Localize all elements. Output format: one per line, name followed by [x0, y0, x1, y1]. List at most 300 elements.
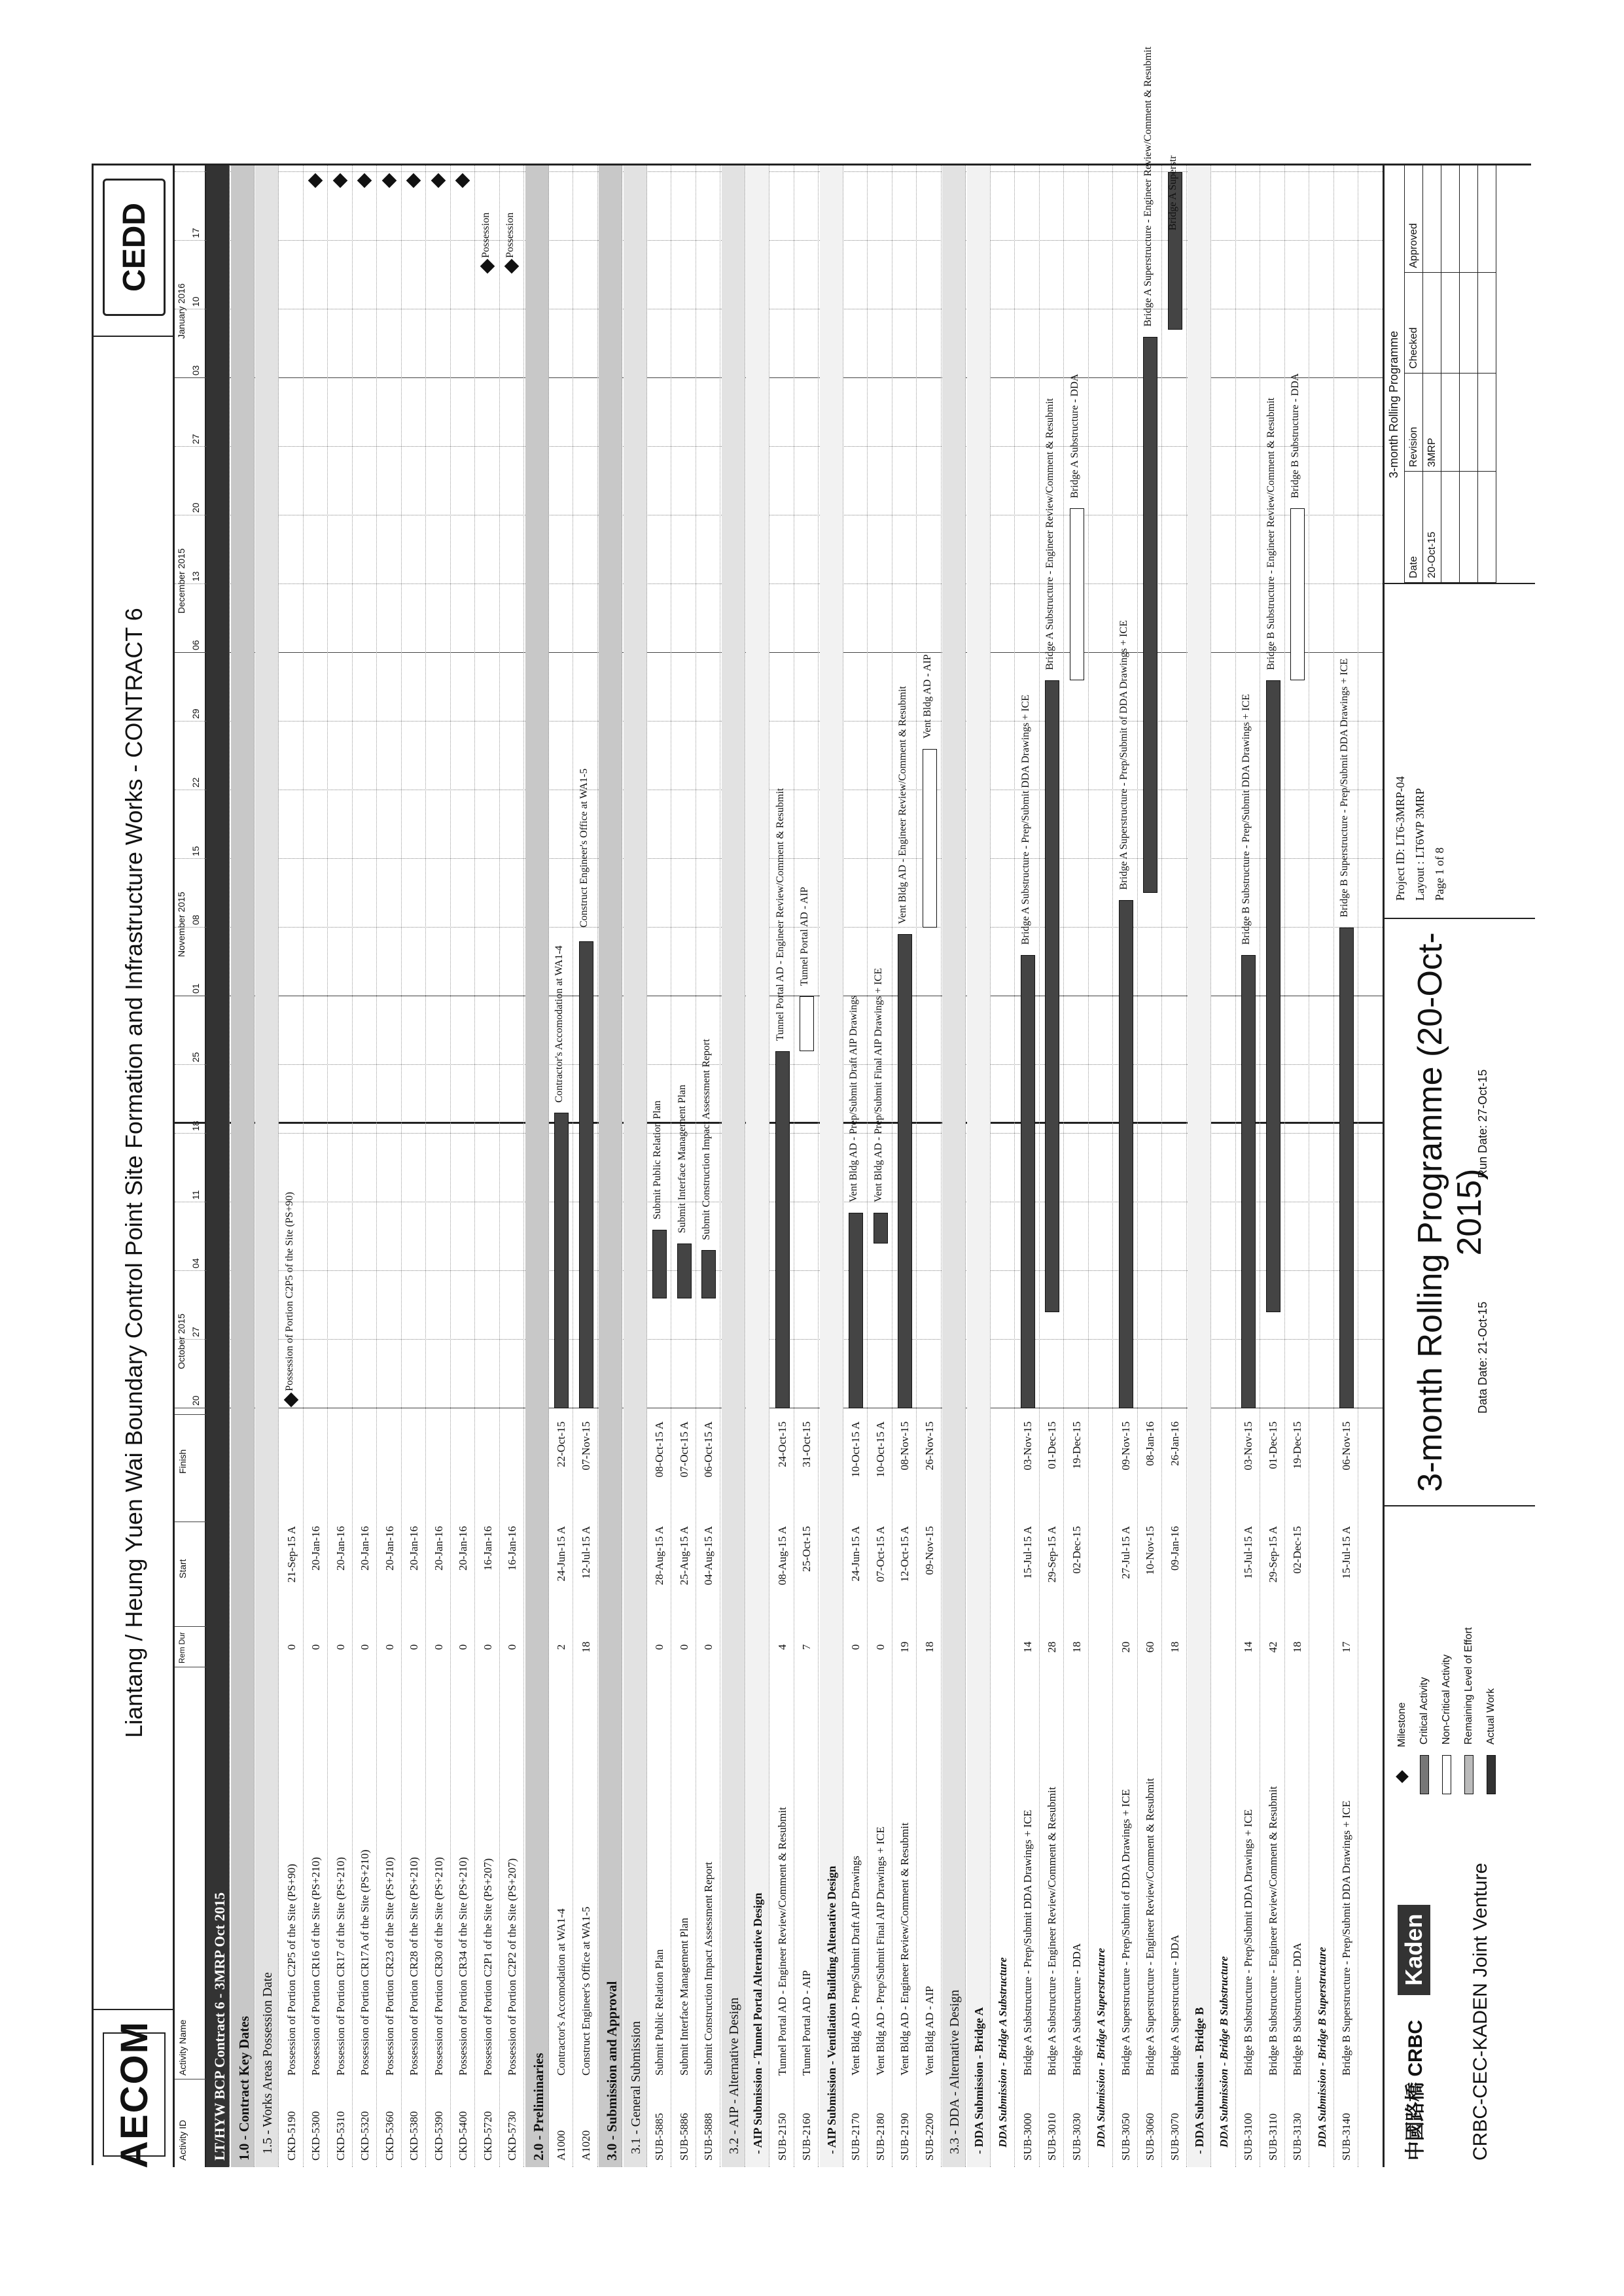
gantt-bar-label: Construct Engineer's Office at WA1-5: [578, 768, 590, 928]
wbs-name: DDA Submission - Bridge B Substructure: [1217, 1956, 1230, 2148]
start-date: 24-Jun-15 A: [555, 1526, 567, 1582]
activity-id: A1000: [555, 2130, 567, 2161]
rem-dur: 28: [1046, 1641, 1058, 1653]
wbs-group-row: [991, 165, 1015, 2167]
page-number: Page 1 of 8: [1433, 847, 1446, 901]
activity-id: SUB-2190: [898, 2113, 911, 2161]
activity-name: Tunnel Portal AD - AIP: [800, 1970, 813, 2076]
week-label: 29: [190, 708, 201, 719]
wbs-group-row: [967, 165, 991, 2167]
rev-date: 20-Oct-15: [1423, 471, 1441, 582]
finish-date: 08-Nov-15: [898, 1421, 911, 1470]
start-date: 20-Jan-16: [334, 1526, 347, 1571]
start-date: 16-Jan-16: [481, 1526, 494, 1571]
start-date: 07-Oct-15 A: [874, 1526, 887, 1582]
legend-label: Milestone: [1396, 1702, 1407, 1747]
gantt-bar-label: Possession: [480, 212, 491, 258]
rem-dur: 0: [383, 1644, 396, 1650]
activity-id: CKD-5320: [359, 2111, 371, 2161]
rev-empty: [1441, 373, 1460, 471]
rem-dur: 0: [874, 1644, 887, 1650]
gantt-bar: [1290, 509, 1305, 681]
sheet-header: [94, 165, 175, 2167]
activity-row: [427, 165, 451, 2167]
activity-id: CKD-5360: [383, 2111, 396, 2161]
col-separator: [175, 1626, 206, 1627]
activity-name: Bridge A Substructure - DDA: [1070, 1943, 1083, 2076]
finish-date: 08-Jan-16: [1144, 1421, 1156, 1466]
gantt-bar: [579, 941, 593, 1408]
wbs-group-row: [525, 165, 549, 2167]
start-date: 20-Jan-16: [383, 1526, 396, 1571]
legend-label: Remaining Level of Effort: [1463, 1627, 1474, 1745]
start-date: 29-Sep-15 A: [1046, 1526, 1058, 1583]
rem-dur: 0: [481, 1644, 494, 1650]
activity-name: Vent Bldg AD - AIP: [923, 1986, 936, 2076]
finish-date: 07-Nov-15: [579, 1421, 592, 1470]
start-date: 20-Jan-16: [359, 1526, 371, 1571]
col-activity-name: Activity Name: [177, 2019, 188, 2076]
start-date: 15-Jul-15 A: [1340, 1526, 1352, 1579]
gantt-bar-label: Bridge B Substructure - Engineer Review/Comment & Resubmit: [1265, 397, 1277, 670]
project-id: Project ID: LT6-3MRP-04: [1394, 776, 1407, 901]
rev-col-revision: Revision: [1405, 373, 1423, 471]
finish-date: 10-Oct-15 A: [849, 1421, 862, 1478]
legend-noncritical: [1441, 1654, 1453, 1794]
rem-dur: 0: [432, 1644, 445, 1650]
activity-name: Possession of Portion CR16 of the Site (PS+210): [309, 1856, 322, 2076]
wbs-name: 2.0 - Preliminaries: [530, 2053, 546, 2161]
activity-id: SUB-3070: [1168, 2113, 1181, 2161]
activity-name: Bridge B Substructure - Engineer Review/Comment & Resubmit: [1266, 1786, 1279, 2076]
wbs-name: DDA Submission - Bridge A Substructure: [997, 1957, 1009, 2148]
activity-name: Bridge A Superstructure - Engineer Review/Comment & Resubmit: [1144, 1778, 1156, 2076]
start-date: 24-Jun-15 A: [849, 1526, 862, 1582]
gantt-bar: [554, 1113, 569, 1409]
activity-name: Possession of Portion C2P5 of the Site (PS+90): [285, 1864, 298, 2076]
activity-name: Bridge A Superstructure - DDA: [1168, 1934, 1181, 2076]
rem-dur: 60: [1144, 1641, 1156, 1653]
rev-empty: [1460, 272, 1478, 373]
activity-name: Contractor's Accomodation at WA1-4: [555, 1908, 567, 2076]
activity-name: Submit Construction Impact Assessment Report: [702, 1862, 715, 2076]
activity-id: SUB-2200: [923, 2113, 936, 2161]
wbs-group-row: [255, 165, 279, 2167]
activity-name: Submit Interface Management Plan: [677, 1917, 690, 2076]
legend-critical: [1419, 1677, 1430, 1794]
activity-id: CKD-5730: [506, 2111, 518, 2161]
activity-name: Submit Public Relation Plan: [653, 1949, 665, 2076]
activity-row: [329, 165, 353, 2167]
activity-row: [1237, 165, 1260, 2167]
jv-logos: [1398, 1905, 1430, 2161]
start-date: 27-Jul-15 A: [1119, 1526, 1132, 1579]
month-label: January 2016: [176, 283, 186, 339]
wbs-group-row: [746, 165, 769, 2167]
gantt-bar-label: Bridge A Substructure - Engineer Review/Comment & Resubmit: [1044, 398, 1055, 670]
activity-name: Possession of Portion CR34 of the Site (PS+210): [457, 1856, 469, 2076]
activity-id: SUB-3010: [1046, 2113, 1058, 2161]
rem-dur: 4: [775, 1644, 788, 1650]
gantt-bar-label: Bridge B Substructure - Prep/Submit DDA Drawings + ICE: [1241, 694, 1252, 945]
rem-dur: 0: [408, 1644, 420, 1650]
week-label: 20: [190, 1395, 201, 1406]
milestone-diamond-icon: [504, 259, 520, 274]
gantt-bar-label: Bridge A Substructure - DDA: [1068, 374, 1080, 498]
activity-row: [1139, 46, 1162, 2167]
activity-row: [451, 165, 475, 2167]
activity-name: Possession of Portion CR17A of the Site (PS+210): [359, 1849, 371, 2076]
week-label: 11: [190, 1190, 201, 1200]
gantt-bar: [1070, 509, 1084, 681]
rem-dur: 0: [849, 1644, 862, 1650]
finish-date: 07-Oct-15 A: [677, 1421, 690, 1478]
wbs-group-row: [206, 165, 230, 2167]
programme-title-block: [1385, 918, 1535, 1506]
rev-empty: [1460, 471, 1478, 582]
activity-name: Possession of Portion CR17 of the Site (PS+210): [334, 1856, 347, 2076]
finish-date: 19-Dec-15: [1291, 1421, 1303, 1469]
start-date: 20-Jan-16: [432, 1526, 445, 1571]
activity-row: [1114, 165, 1138, 2167]
week-label: 18: [190, 1121, 201, 1131]
start-date: 29-Sep-15 A: [1266, 1526, 1279, 1583]
gantt-bar-label: Vent Bldg AD - AIP: [921, 654, 933, 739]
wbs-group-row: [1212, 165, 1236, 2167]
activity-id: SUB-3050: [1119, 2113, 1132, 2161]
wbs-name: 3.0 - Submission and Approval: [604, 1981, 620, 2161]
rem-dur: 2: [555, 1644, 567, 1650]
activity-row: [648, 165, 671, 2167]
rev-empty: [1460, 165, 1478, 273]
rev-revision: 3MRP: [1423, 373, 1441, 471]
rev-empty: [1460, 373, 1478, 471]
gantt-bar: [652, 1230, 667, 1298]
start-date: 20-Jan-16: [309, 1526, 322, 1571]
month-label: October 2015: [176, 1313, 186, 1369]
rem-dur: 17: [1340, 1641, 1352, 1653]
activity-name: Bridge B Substructure - Prep/Submit DDA Drawings + ICE: [1242, 1809, 1254, 2076]
wbs-name: 3.3 - DDA - Alternative Design: [947, 1989, 962, 2154]
week-label: 04: [190, 1258, 201, 1268]
activity-row: [1286, 165, 1309, 2167]
gantt-bar: [1266, 680, 1280, 1312]
rem-dur: 18: [1291, 1641, 1303, 1653]
start-date: 12-Oct-15 A: [898, 1526, 911, 1582]
gantt-bar-label: Bridge B Substructure - DDA: [1290, 373, 1301, 498]
col-finish: Finish: [177, 1449, 188, 1474]
data-date: Data Date: 21-Oct-15: [1476, 1301, 1489, 1414]
rem-dur: 18: [1168, 1641, 1181, 1653]
legend-actual: [1485, 1688, 1497, 1794]
week-label: 25: [190, 1052, 201, 1062]
rem-dur: 0: [457, 1644, 469, 1650]
finish-date: 01-Dec-15: [1266, 1421, 1279, 1469]
wbs-name: - DDA Submission - Bridge B: [1193, 2007, 1206, 2154]
finish-date: 24-Oct-15: [775, 1421, 788, 1467]
activity-row: [280, 165, 304, 2167]
gantt-bar-label: Possession: [504, 212, 516, 258]
activity-name: Possession of Portion CR23 of the Site (PS+210): [383, 1856, 396, 2076]
milestone-diamond-icon: [406, 173, 421, 188]
week-label: 20: [190, 502, 201, 513]
landscape-sheet: [94, 46, 1533, 2168]
activity-name: Possession of Portion CR30 of the Site (PS+210): [432, 1856, 445, 2076]
week-label: 10: [190, 296, 201, 307]
start-date: 20-Jan-16: [457, 1526, 469, 1571]
activity-id: CKD-5400: [457, 2111, 469, 2161]
start-date: 04-Aug-15 A: [702, 1526, 715, 1586]
revision-table: [1404, 164, 1496, 583]
gantt-bar-label: Possession of Portion C2P5 of the Site (PS+90): [283, 1192, 295, 1391]
week-label: 01: [190, 983, 201, 994]
gantt-bar-label: Bridge A Superstr: [1167, 155, 1178, 231]
rev-col-approved: Approved: [1405, 165, 1423, 273]
gantt-bar-label: Submit Interface Management Plan: [676, 1085, 688, 1234]
wbs-group-row: [1188, 165, 1211, 2167]
gantt-bar-label: Bridge A Superstructure - Engineer Review/Comment & Resubmit: [1142, 46, 1154, 327]
start-date: 02-Dec-15: [1291, 1526, 1303, 1574]
milestone-diamond-icon: [381, 173, 397, 188]
activity-row: [918, 165, 942, 2167]
week-label: 17: [190, 228, 201, 238]
rev-empty: [1478, 272, 1496, 373]
sheet-footer: [1383, 165, 1533, 2167]
col-activity-id: Activity ID: [177, 2119, 188, 2161]
rev-empty: [1478, 373, 1496, 471]
activity-row: [1262, 165, 1285, 2167]
col-rem-dur: Rem Dur: [177, 1631, 186, 1663]
rem-dur: 0: [359, 1644, 371, 1650]
gantt-bar: [1119, 900, 1133, 1408]
activity-row: [378, 165, 402, 2167]
activity-name: Possession of Portion CR28 of the Site (PS+210): [408, 1856, 420, 2076]
milestone-diamond-icon: [308, 173, 323, 188]
activity-name: Construct Engineer's Office at WA1-5: [579, 1906, 592, 2076]
kaden-logo: Kaden: [1398, 1905, 1430, 1995]
activity-name: Vent Bldg AD - Prep/Submit Draft AIP Drawings: [849, 1855, 862, 2076]
activity-name: Possession of Portion C2P2 of the Site (PS+207): [506, 1858, 518, 2076]
activity-row: [1163, 155, 1187, 2167]
activity-row: [353, 165, 377, 2167]
start-date: 02-Dec-15: [1070, 1526, 1083, 1574]
start-date: 08-Aug-15 A: [775, 1526, 788, 1586]
finish-date: 06-Nov-15: [1340, 1421, 1352, 1470]
gantt-bar-label: Vent Bldg AD - Prep/Submit Draft AIP Drawings: [848, 995, 859, 1202]
col-start: Start: [177, 1559, 188, 1578]
gantt-bar-label: Bridge A Superstructure - Prep/Submit of DDA Drawings + ICE: [1118, 620, 1129, 890]
gantt-bar-label: Tunnel Portal AD - AIP: [799, 886, 810, 986]
rem-dur: 7: [800, 1644, 813, 1650]
legend: [1391, 1513, 1528, 1801]
legend-label: Non-Critical Activity: [1441, 1654, 1452, 1745]
finish-date: 26-Jan-16: [1168, 1421, 1181, 1466]
start-date: 09-Nov-15: [923, 1526, 936, 1575]
rem-dur: 0: [309, 1644, 322, 1650]
run-date: Run Date: 27-Oct-15: [1476, 1069, 1489, 1178]
activity-id: CKD-5720: [481, 2111, 494, 2161]
aecom-logo: AECOM: [103, 2032, 166, 2157]
gantt-bar-label: Submit Public Relation Plan: [652, 1100, 663, 1220]
rem-dur: 19: [898, 1641, 911, 1653]
gantt-bar: [800, 996, 814, 1051]
activity-id: SUB-3060: [1144, 2113, 1156, 2161]
gantt-bar-label: Submit Construction Impact Assessment Report: [701, 1039, 712, 1240]
rev-empty: [1441, 471, 1460, 582]
activity-row: [1040, 165, 1064, 2167]
activity-id: A1020: [579, 2130, 592, 2161]
activity-name: Bridge A Superstructure - Prep/Submit of DDA Drawings + ICE: [1119, 1789, 1132, 2076]
rev-empty: [1441, 272, 1460, 373]
wbs-name: - AIP Submission - Ventilation Building Altenative Design: [824, 1866, 838, 2154]
activity-id: CKD-5390: [432, 2111, 445, 2161]
page-frame: [92, 46, 1531, 2168]
jv-block: [1391, 1814, 1528, 2161]
wbs-group-row: [624, 165, 647, 2167]
start-date: 21-Sep-15 A: [285, 1526, 298, 1583]
activity-id: SUB-5886: [677, 2113, 690, 2161]
milestone-diamond-icon: [332, 173, 347, 188]
activity-id: CKD-5300: [309, 2111, 322, 2161]
rev-checked: [1423, 272, 1441, 373]
gantt-bar: [775, 1051, 790, 1408]
activity-row: [1335, 165, 1358, 2167]
programme-title: 3-month Rolling Programme (20-Oct-2015): [1411, 932, 1489, 1492]
noncritical-swatch: [1442, 1755, 1451, 1794]
start-date: 15-Jul-15 A: [1021, 1526, 1034, 1579]
finish-date: 10-Oct-15 A: [874, 1421, 887, 1478]
gantt-bar: [1021, 955, 1035, 1408]
wbs-group-row: [1311, 165, 1334, 2167]
legend-remaining-loe: [1463, 1627, 1475, 1794]
wbs-group-row: [231, 165, 255, 2167]
project-title: Liantang / Heung Yuen Wai Boundary Control Point Site Formation and Infrastructure Works - CONTRACT 6: [94, 336, 175, 2010]
finish-date: 03-Nov-15: [1021, 1421, 1034, 1470]
activity-id: SUB-3000: [1021, 2113, 1034, 2161]
rem-dur: 42: [1266, 1641, 1279, 1653]
activity-id: SUB-2170: [849, 2113, 862, 2161]
start-date: 28-Aug-15 A: [653, 1526, 665, 1586]
week-label: 27: [190, 1327, 201, 1337]
wbs-name: 3.2 - AIP - Alternative Design: [726, 1997, 741, 2154]
gantt-bar-label: Contractor's Accomodation at WA1-4: [554, 945, 565, 1103]
gantt-bar: [898, 935, 912, 1409]
finish-date: 26-Nov-15: [923, 1421, 936, 1470]
activity-row: [673, 165, 696, 2167]
activity-name: Possession of Portion C2P1 of the Site (PS+207): [481, 1858, 494, 2076]
start-date: 20-Jan-16: [408, 1526, 420, 1571]
activity-id: CKD-5380: [408, 2111, 420, 2161]
activity-name: Bridge B Substructure - DDA: [1291, 1942, 1303, 2076]
wbs-group-row: [599, 165, 622, 2167]
activity-id: SUB-2150: [775, 2113, 788, 2161]
activity-name: Vent Bldg AD - Engineer Review/Comment & Resubmit: [898, 1822, 911, 2076]
start-date: 25-Aug-15 A: [677, 1526, 690, 1586]
week-label: 27: [190, 434, 201, 444]
gantt-bar: [923, 749, 937, 928]
rem-dur: 0: [285, 1644, 298, 1650]
milestone-diamond-icon: [1396, 1770, 1409, 1783]
activity-row: [402, 165, 426, 2167]
activity-row: [697, 165, 720, 2167]
activity-id: SUB-3140: [1340, 2113, 1352, 2161]
finish-date: 08-Oct-15 A: [653, 1421, 665, 1478]
wbs-name: 3.1 - General Submission: [628, 2021, 643, 2154]
rem-dur: 0: [677, 1644, 690, 1650]
activity-id: SUB-5885: [653, 2113, 665, 2161]
actual-swatch: [1487, 1755, 1496, 1794]
gantt-bar: [1339, 928, 1354, 1408]
finish-date: 22-Oct-15: [555, 1421, 567, 1467]
rem-dur: 0: [702, 1644, 715, 1650]
week-label: 15: [190, 846, 201, 856]
gantt-bar: [1241, 955, 1256, 1408]
wbs-group-row: [942, 165, 966, 2167]
wbs-group-row: [820, 165, 843, 2167]
rem-dur: 0: [334, 1644, 347, 1650]
start-date: 15-Jul-15 A: [1242, 1526, 1254, 1579]
gantt-bar: [701, 1251, 716, 1299]
start-date: 25-Oct-15: [800, 1526, 813, 1572]
activity-row: [771, 165, 794, 2167]
crbc-logo: 中國路橋 CRBC: [1405, 2020, 1426, 2161]
wbs-group-row: [1089, 165, 1113, 2167]
column-header: [175, 165, 206, 2167]
rem-dur: 18: [923, 1641, 936, 1653]
revision-title: 3-month Rolling Programme: [1387, 330, 1400, 478]
finish-date: 09-Nov-15: [1119, 1421, 1132, 1470]
activity-id: SUB-3100: [1242, 2113, 1254, 2161]
gantt-bar: [1045, 680, 1059, 1312]
activity-name: Vent Bldg AD - Prep/Submit Final AIP Drawings + ICE: [874, 1826, 887, 2076]
activity-id: CKD-5190: [285, 2111, 298, 2161]
week-label: 08: [190, 914, 201, 925]
wbs-name: DDA Submission - Bridge A Superstructure: [1095, 1948, 1107, 2148]
rev-empty: [1441, 165, 1460, 273]
activity-row: [869, 165, 892, 2167]
wbs-group-row: [722, 165, 745, 2167]
rev-empty: [1478, 165, 1496, 273]
activity-id: SUB-2160: [800, 2113, 813, 2161]
wbs-name: - AIP Submission - Tunnel Portal Alternative Design: [751, 1892, 764, 2154]
jv-name: CRBC-CEC-KADEN Joint Venture: [1470, 1862, 1491, 2161]
rem-dur: 0: [506, 1644, 518, 1650]
milestone-diamond-icon: [480, 259, 495, 274]
activity-name: Tunnel Portal AD - Engineer Review/Comment & Resubmit: [775, 1807, 788, 2076]
finish-date: 19-Dec-15: [1070, 1421, 1083, 1469]
rev-col-checked: Checked: [1405, 272, 1423, 373]
legend-milestone: [1396, 1703, 1408, 1794]
start-date: 16-Jan-16: [506, 1526, 518, 1571]
activity-row: [550, 165, 573, 2167]
week-label: 06: [190, 640, 201, 650]
layout-name: Layout : LT6WP 3MRP: [1413, 788, 1426, 901]
activity-row: [304, 165, 328, 2167]
rev-col-date: Date: [1405, 471, 1423, 582]
activity-row: [893, 165, 917, 2167]
activity-id: SUB-5888: [702, 2113, 715, 2161]
activity-row: [501, 165, 524, 2167]
gantt-bar-label: Tunnel Portal AD - Engineer Review/Comment & Resubmit: [774, 788, 786, 1041]
activity-row: [476, 165, 500, 2167]
gantt-bar: [1143, 337, 1157, 894]
rem-dur: 14: [1242, 1641, 1254, 1653]
critical-swatch: [1420, 1755, 1429, 1794]
rem-dur: 18: [579, 1641, 592, 1653]
activity-id: SUB-2180: [874, 2113, 887, 2161]
activity-row: [1016, 165, 1040, 2167]
wbs-name: - DDA Submission - Bridge A: [972, 2007, 985, 2154]
